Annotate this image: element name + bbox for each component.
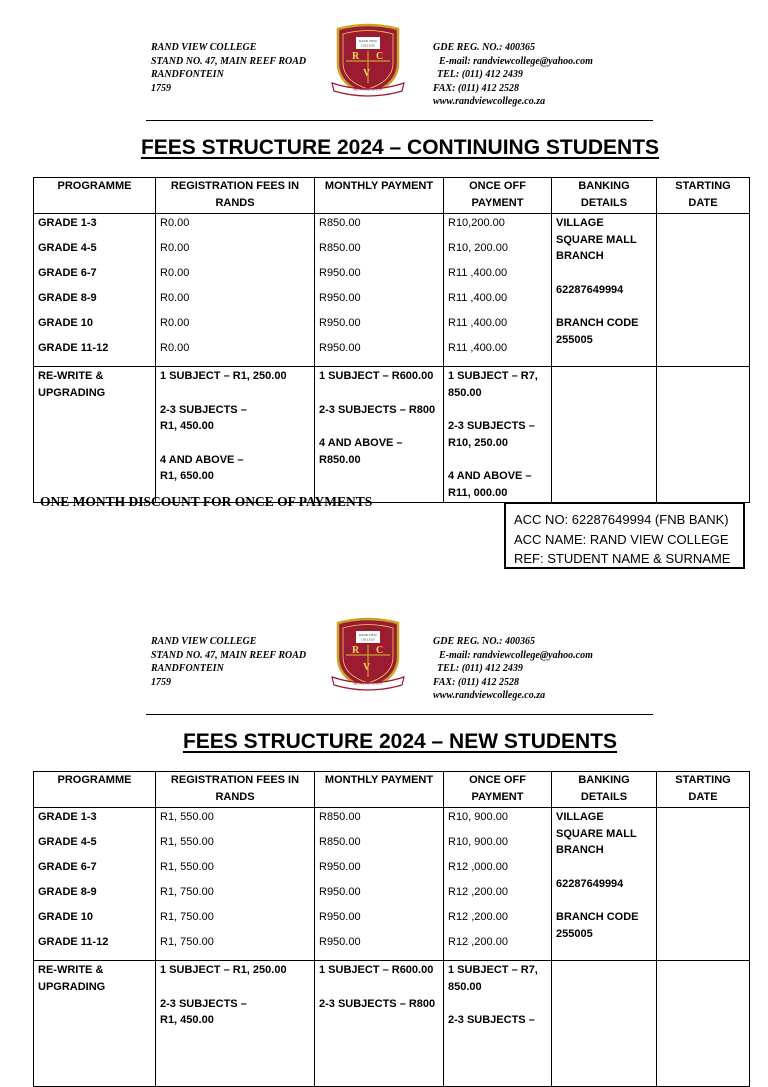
college-phone: TEL: (011) 412 2439	[437, 69, 523, 80]
col-header-registration: REGISTRATION FEES IN RANDS	[156, 772, 315, 808]
header-divider	[146, 120, 653, 121]
svg-text:RAND VIEW: RAND VIEW	[358, 633, 378, 637]
college-street: STAND NO. 47, MAIN REEF ROAD	[151, 649, 307, 661]
rewrite-label: UPGRADING	[38, 386, 106, 399]
registration-fee: R1, 750.00	[160, 886, 214, 898]
rewrite-once-off	[444, 367, 552, 503]
college-name: RAND VIEW COLLEGE	[151, 636, 257, 647]
once-off-fee: R12 ,000.00	[448, 861, 508, 873]
college-address	[151, 635, 306, 689]
branch-name: BRANCH	[556, 844, 604, 856]
once-off-fee: R12 ,200.00	[448, 886, 508, 898]
rewrite-fee: 1 SUBJECT – R600.00	[319, 964, 434, 976]
starting-date-cell	[657, 214, 750, 367]
college-contact-details	[433, 41, 593, 109]
grade-label: GRADE 6-7	[38, 267, 97, 279]
once-off-payment-list	[444, 214, 552, 367]
svg-text:R: R	[352, 51, 360, 62]
branch-name: BRANCH	[556, 250, 604, 262]
once-off-fee: R10, 900.00	[448, 836, 508, 848]
monthly-fee: R850.00	[319, 811, 361, 823]
branch-name: VILLAGE	[556, 811, 604, 823]
rewrite-label: RE-WRITE &	[38, 370, 104, 382]
account-number-line: ACC NO: 62287649994 (FNB BANK)	[514, 512, 729, 527]
col-header-once-off: ONCE OFF PAYMENT	[444, 178, 552, 214]
account-number: 62287649994	[556, 283, 624, 296]
col-header-monthly: MONTHLY PAYMENT	[315, 772, 444, 808]
college-phone: TEL: (011) 412 2439	[437, 663, 523, 674]
monthly-fee: R950.00	[319, 936, 361, 948]
college-fax: FAX: (011) 412 2528	[433, 676, 520, 688]
college-email[interactable]: E-mail: randviewcollege@yahoo.com	[439, 55, 593, 67]
registration-fee: R0.00	[160, 242, 190, 254]
banking-details	[552, 214, 657, 367]
col-header-programme: PROGRAMME	[34, 772, 156, 808]
rewrite-fee: 1 SUBJECT – R1, 250.00	[160, 964, 287, 976]
banking-details	[552, 808, 657, 961]
registration-fee: R1, 550.00	[160, 861, 214, 873]
branch-code: 255005	[556, 333, 593, 346]
rewrite-fee: 2-3 SUBJECTS –	[448, 1014, 535, 1026]
rewrite-fee: 2-3 SUBJECTS – R800	[319, 997, 436, 1010]
rewrite-fee: 1 SUBJECT – R7,	[448, 370, 538, 382]
once-off-fee: R10, 200.00	[448, 242, 508, 254]
grade-label: GRADE 10	[38, 317, 94, 329]
grade-label: GRADE 11-12	[38, 936, 109, 948]
rewrite-fee: 1 SUBJECT – R7,	[448, 964, 538, 976]
registration-fee: R1, 550.00	[160, 836, 214, 848]
rewrite-fee: 4 AND ABOVE –	[319, 437, 403, 449]
page-title: FEES STRUCTURE 2024 – CONTINUING STUDENTS	[140, 136, 660, 159]
grade-label: GRADE 1-3	[38, 217, 97, 229]
col-header-once-off: ONCE OFF PAYMENT	[444, 772, 552, 808]
account-details-box	[504, 502, 745, 569]
svg-text:BE AN ACHIEVER: BE AN ACHIEVER	[353, 681, 383, 686]
grade-label: GRADE 6-7	[38, 861, 97, 873]
table-row	[34, 214, 750, 367]
rewrite-fee: 850.00	[448, 980, 482, 993]
monthly-fee: R950.00	[319, 342, 361, 354]
rewrite-fee: 1 SUBJECT – R1, 250.00	[160, 370, 287, 382]
rewrite-fee: 2-3 SUBJECTS –	[448, 420, 535, 432]
monthly-payment-list	[315, 808, 444, 961]
college-town: RANDFONTEIN	[151, 69, 224, 80]
svg-text:RAND VIEW: RAND VIEW	[358, 39, 378, 43]
rewrite-fee: R850.00	[319, 453, 361, 466]
college-crest-logo	[330, 617, 406, 693]
registration-fees-list	[156, 808, 315, 961]
college-postal-code: 1759	[151, 82, 171, 94]
monthly-fee: R850.00	[319, 217, 361, 229]
monthly-fee: R950.00	[319, 911, 361, 923]
monthly-fee: R950.00	[319, 886, 361, 898]
rewrite-fee: 1 SUBJECT – R600.00	[319, 370, 434, 382]
account-number: 62287649994	[556, 877, 624, 890]
branch-code-label: BRANCH CODE	[556, 911, 639, 923]
svg-text:COLLEGE: COLLEGE	[360, 637, 376, 642]
table-row	[34, 367, 750, 503]
registration-fee: R0.00	[160, 292, 190, 304]
grade-label: GRADE 8-9	[38, 886, 97, 898]
grade-label: GRADE 4-5	[38, 242, 97, 254]
monthly-fee: R850.00	[319, 836, 361, 848]
reference-line: REF: STUDENT NAME & SURNAME	[514, 551, 731, 566]
branch-name: SQUARE MALL	[556, 827, 637, 840]
rewrite-label: RE-WRITE &	[38, 964, 104, 976]
rewrite-fee: 2-3 SUBJECTS –	[160, 997, 247, 1010]
once-off-fee: R11 ,400.00	[448, 317, 508, 329]
once-off-payment-list	[444, 808, 552, 961]
monthly-payment-list	[315, 214, 444, 367]
rewrite-registration	[156, 367, 315, 503]
college-website[interactable]: www.randviewcollege.co.za	[433, 96, 546, 107]
svg-text:C: C	[376, 51, 384, 62]
registration-fees-list	[156, 214, 315, 367]
registration-fee: R0.00	[160, 317, 190, 329]
registration-fee: R0.00	[160, 267, 190, 279]
college-postal-code: 1759	[151, 676, 171, 688]
rewrite-starting-date-cell	[657, 367, 750, 503]
registration-fee: R0.00	[160, 217, 190, 229]
gde-reg-number: GDE REG. NO.: 400365	[433, 42, 535, 53]
monthly-fee: R950.00	[319, 292, 361, 304]
branch-code-label: BRANCH CODE	[556, 317, 639, 329]
college-crest-logo	[330, 23, 406, 99]
grade-label: GRADE 8-9	[38, 292, 97, 304]
rewrite-monthly	[315, 367, 444, 503]
college-name: RAND VIEW COLLEGE	[151, 42, 257, 53]
col-header-starting-date: STARTING DATE	[657, 772, 750, 808]
registration-fee: R1, 550.00	[160, 811, 214, 823]
registration-fee: R1, 750.00	[160, 936, 214, 948]
grade-label: GRADE 11-12	[38, 342, 109, 354]
once-off-fee: R11 ,400.00	[448, 267, 508, 279]
rewrite-fee: 2-3 SUBJECTS –	[160, 403, 247, 416]
rewrite-fee: 4 AND ABOVE –	[448, 470, 532, 482]
svg-text:BE AN ACHIEVER: BE AN ACHIEVER	[353, 87, 383, 92]
col-header-registration: REGISTRATION FEES IN RANDS	[156, 178, 315, 214]
once-off-fee: R11 ,400.00	[448, 292, 508, 304]
college-website[interactable]: www.randviewcollege.co.za	[433, 690, 546, 701]
rewrite-fee: 850.00	[448, 386, 482, 399]
once-off-fee: R10, 900.00	[448, 811, 508, 823]
college-address	[151, 41, 306, 95]
col-header-starting-date: STARTING DATE	[657, 178, 750, 214]
grade-list	[34, 808, 156, 961]
branch-name: SQUARE MALL	[556, 233, 637, 246]
gde-reg-number: GDE REG. NO.: 400365	[433, 636, 535, 647]
col-header-banking: BANKING DETAILS	[552, 772, 657, 808]
grade-label: GRADE 10	[38, 911, 94, 923]
branch-name: VILLAGE	[556, 217, 604, 229]
college-town: RANDFONTEIN	[151, 663, 224, 674]
new-fees-table	[33, 771, 750, 1087]
header-divider	[146, 714, 653, 715]
college-email[interactable]: E-mail: randviewcollege@yahoo.com	[439, 649, 593, 661]
monthly-fee: R850.00	[319, 242, 361, 254]
once-off-fee: R10,200.00	[448, 217, 505, 229]
table-header-row	[34, 772, 750, 808]
col-header-programme: PROGRAMME	[34, 178, 156, 214]
branch-code: 255005	[556, 927, 593, 940]
rewrite-fee: R10, 250.00	[448, 436, 508, 449]
college-fax: FAX: (011) 412 2528	[433, 82, 520, 94]
svg-text:V: V	[363, 68, 371, 79]
grade-list	[34, 214, 156, 367]
svg-text:R: R	[352, 645, 360, 656]
svg-text:V: V	[363, 662, 371, 673]
rewrite-fee: R11, 000.00	[448, 486, 508, 499]
once-off-fee: R12 ,200.00	[448, 936, 508, 948]
continuing-fees-table	[33, 177, 750, 503]
table-row	[34, 808, 750, 961]
svg-text:COLLEGE: COLLEGE	[360, 43, 376, 48]
monthly-fee: R950.00	[319, 317, 361, 329]
discount-note: ONE MONTH DISCOUNT FOR ONCE OF PAYMENTS	[40, 494, 373, 509]
monthly-fee: R950.00	[319, 267, 361, 279]
col-header-monthly: MONTHLY PAYMENT	[315, 178, 444, 214]
account-name-line: ACC NAME: RAND VIEW COLLEGE	[514, 531, 729, 547]
starting-date-cell	[657, 808, 750, 961]
registration-fee: R0.00	[160, 342, 190, 354]
registration-fee: R1, 750.00	[160, 911, 214, 923]
rewrite-fee: R1, 450.00	[160, 420, 214, 432]
rewrite-programme	[34, 367, 156, 503]
rewrite-fee: 4 AND ABOVE –	[160, 453, 244, 466]
rewrite-fee: R1, 450.00	[160, 1014, 214, 1026]
col-header-banking: BANKING DETAILS	[552, 178, 657, 214]
rewrite-label: UPGRADING	[38, 980, 106, 993]
once-off-fee: R11 ,400.00	[448, 342, 508, 354]
once-off-fee: R12 ,200.00	[448, 911, 508, 923]
rewrite-banking-cell	[552, 367, 657, 503]
rewrite-fee: R1, 650.00	[160, 470, 214, 482]
svg-text:C: C	[376, 645, 384, 656]
rewrite-fee: 2-3 SUBJECTS – R800	[319, 403, 436, 416]
monthly-fee: R950.00	[319, 861, 361, 873]
page-title: FEES STRUCTURE 2024 – NEW STUDENTS	[182, 730, 618, 753]
grade-label: GRADE 1-3	[38, 811, 97, 823]
grade-label: GRADE 4-5	[38, 836, 97, 848]
table-header-row	[34, 178, 750, 214]
college-contact-details	[433, 635, 593, 703]
college-street: STAND NO. 47, MAIN REEF ROAD	[151, 55, 307, 67]
